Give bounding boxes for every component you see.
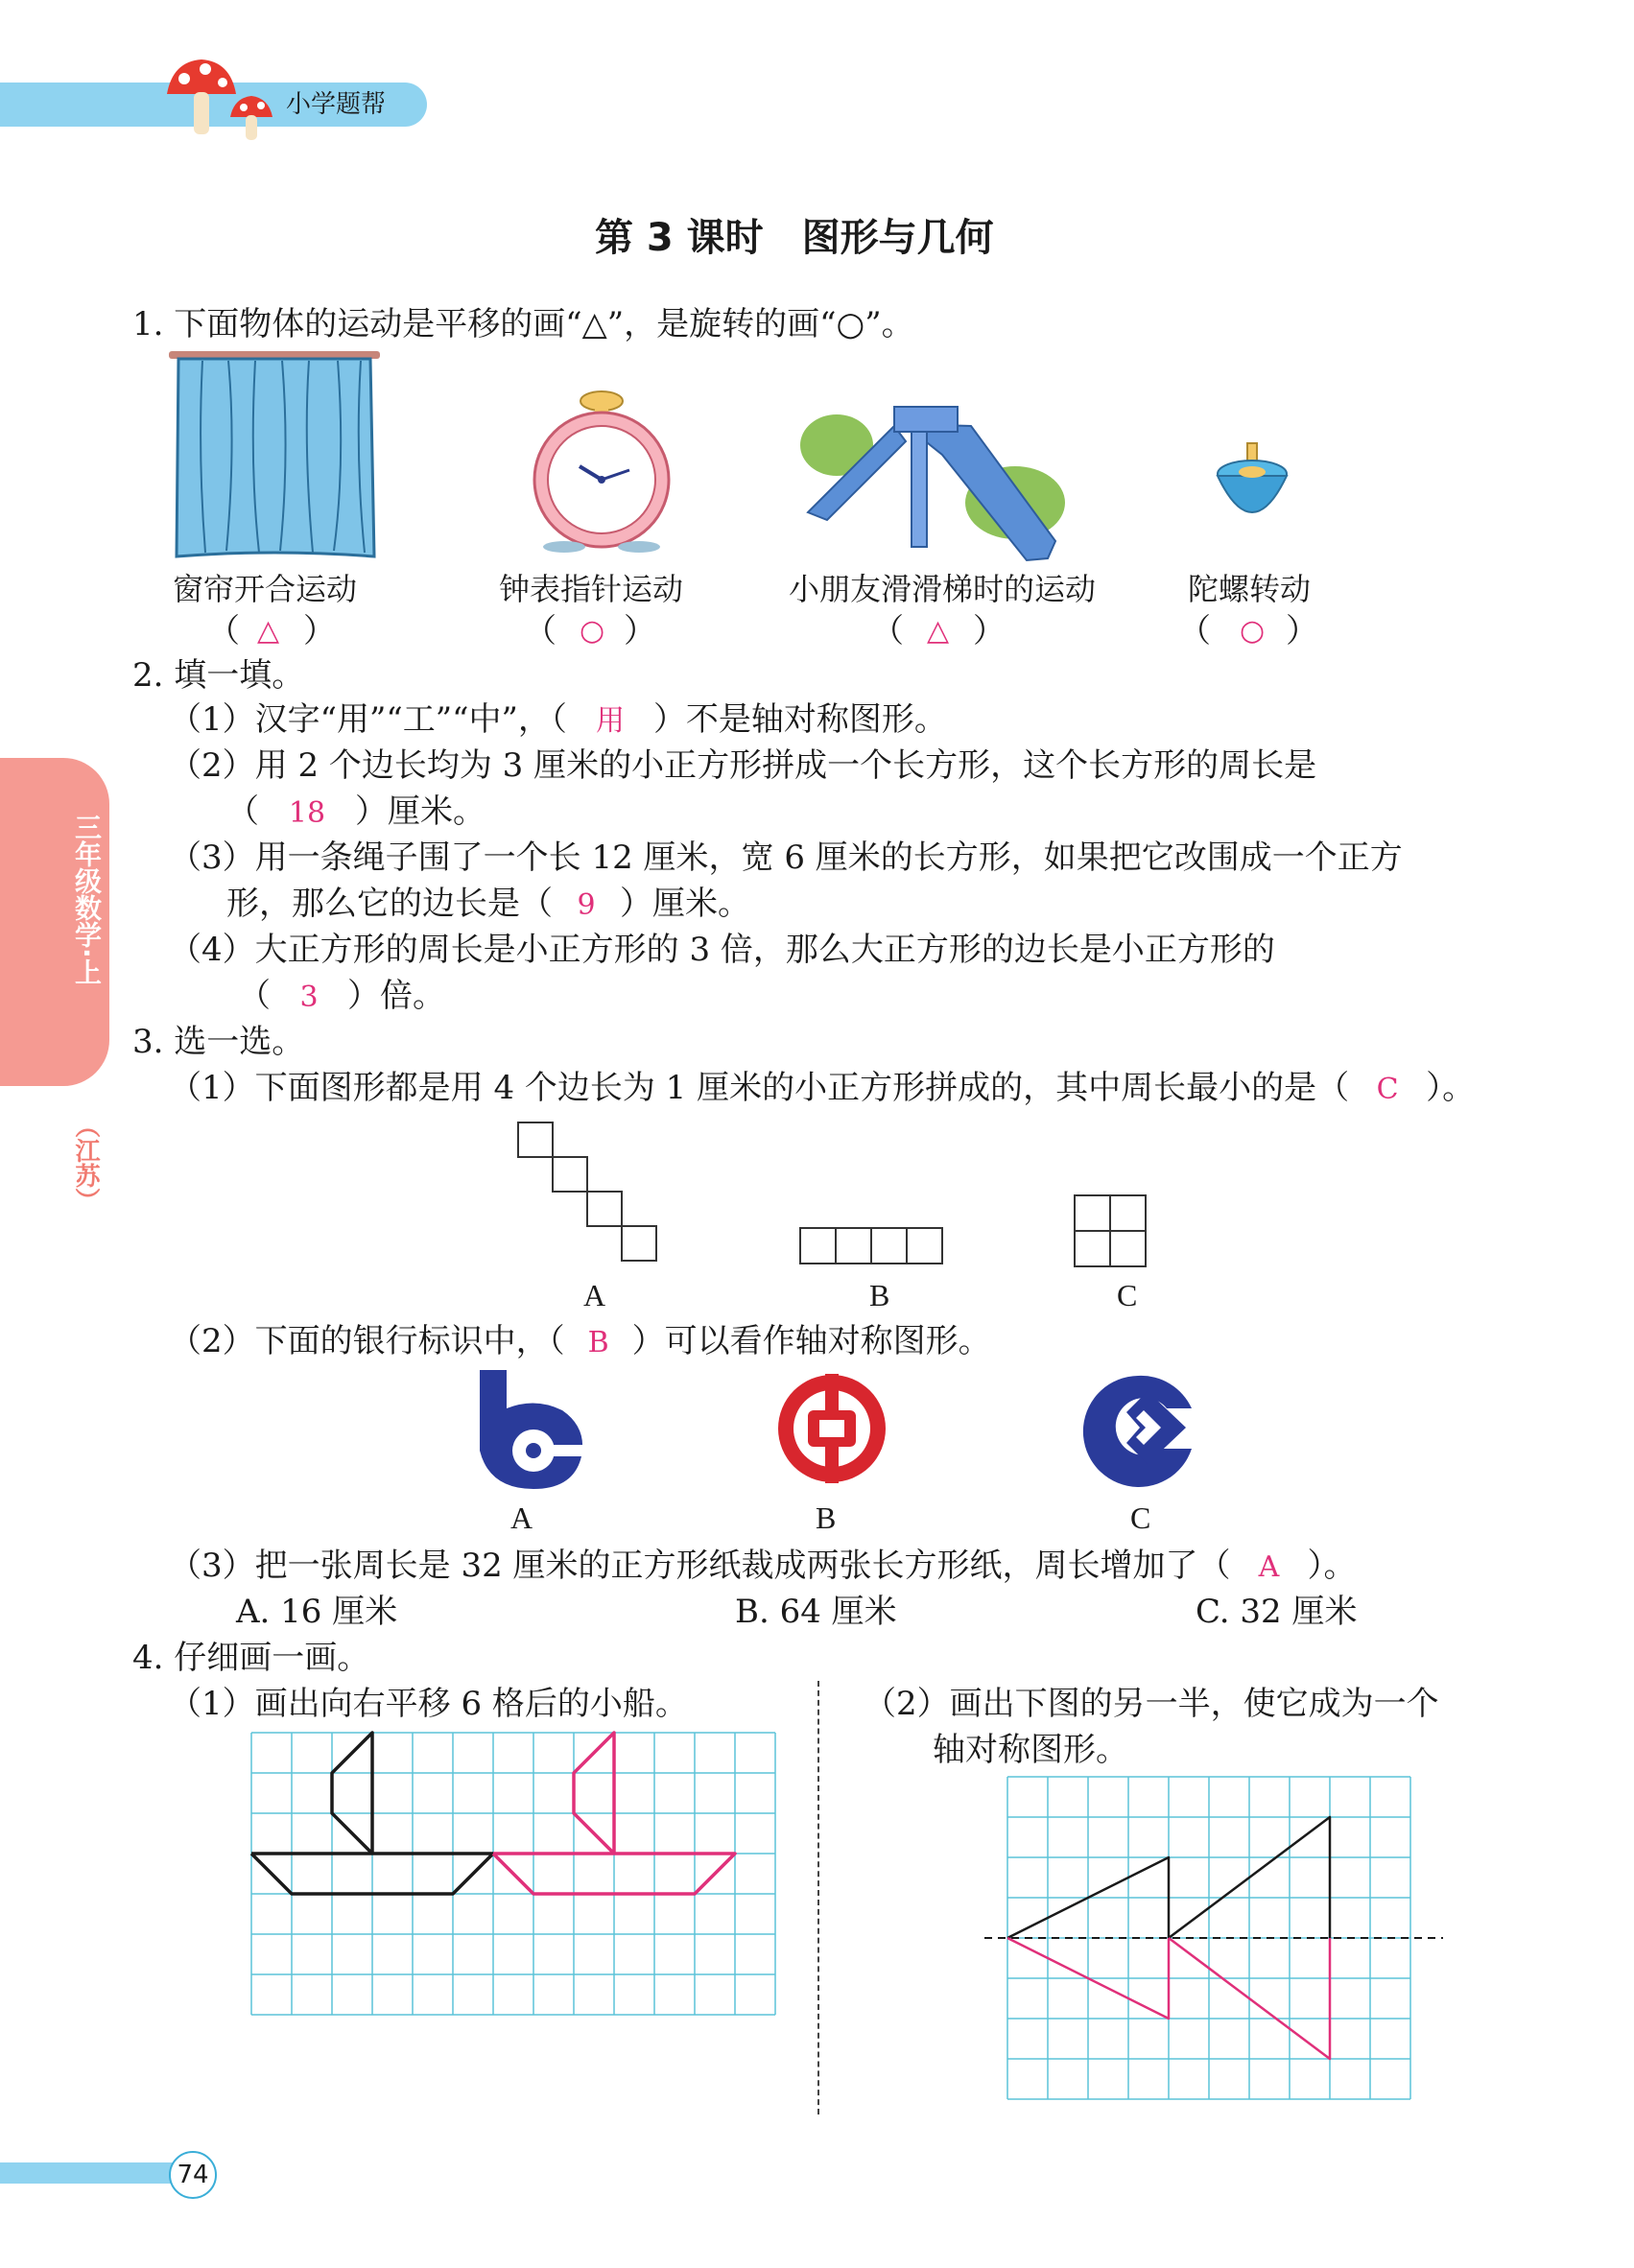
q3-p3 (169, 1543, 1357, 1591)
q2-p3-pre: 形，那么它的边长是（ (226, 885, 553, 923)
grid-boat (251, 1733, 779, 1936)
q2-p1-answer: 用 (595, 704, 625, 738)
q2-p2-line2 (226, 789, 485, 837)
q2-heading: 2. 填一填。 (132, 656, 305, 695)
q1-paren-1-open: （ (207, 612, 240, 650)
q3-p3-option-b: B. 64 厘米 (735, 1593, 897, 1631)
q2-p3-answer: 9 (577, 888, 596, 922)
brand-name: 小学题帮 (286, 90, 387, 119)
shape-a-label: A (583, 1278, 606, 1312)
shape-b-label: B (869, 1278, 890, 1312)
q1-caption-1: 窗帘开合运动 (173, 571, 358, 607)
q1-paren-3-close: ） (973, 612, 1006, 650)
q3-heading: 3. 选一选。 (132, 1023, 305, 1061)
q3-p3-answer: A (1258, 1550, 1280, 1584)
q1-answer-1: △ (257, 614, 280, 648)
q2-p1 (169, 697, 947, 744)
q1-paren-1-close: ） (303, 612, 336, 650)
q2-p4-post: ）倍。 (347, 977, 445, 1015)
q4-p1: （1）画出向右平移 6 格后的小船。 (169, 1685, 688, 1723)
q2-p3-line1: （3）用一条绳子围了一个长 12 厘米，宽 6 厘米的长方形，如果把它改围成一个正方 (169, 839, 1403, 877)
q1-answer-3: △ (927, 614, 950, 648)
q3-p2-pre: （2）下面的银行标识中，（ (169, 1322, 565, 1360)
q1-paren-4-close: ） (1286, 612, 1318, 650)
q2-p2-line1: （2）用 2 个边长均为 3 厘米的小正方形拼成一个长方形，这个长方形的周长是 (169, 746, 1317, 785)
q1-prompt: 1. 下面物体的运动是平移的画“△”，是旋转的画“○”。 (132, 305, 914, 343)
mushroom-logo (163, 56, 278, 142)
q2-p4-pre: （ (238, 977, 271, 1015)
q2-p4-line1: （4）大正方形的周长是小正方形的 3 倍，那么大正方形的边长是小正方形的 (169, 931, 1275, 969)
bank-c-label: C (1130, 1500, 1151, 1535)
q2-p2-pre: （ (226, 792, 259, 831)
column-divider (817, 1681, 819, 2114)
footer-bar (0, 2162, 188, 2184)
q2-p3-line2 (226, 881, 750, 929)
bank-a-label: A (510, 1500, 533, 1535)
q2-p3-post: ）厘米。 (620, 885, 750, 923)
q3-p2-answer: B (587, 1326, 609, 1359)
q2-p2-answer: 18 (288, 796, 326, 830)
q3-p3-post: ）。 (1307, 1547, 1357, 1585)
bank-logo-c (1080, 1372, 1196, 1491)
q1-caption-3: 小朋友滑滑梯时的运动 (789, 571, 1097, 607)
slide-illustration (798, 397, 1069, 566)
q2-p4-answer: 3 (299, 980, 319, 1014)
curtain-illustration (169, 349, 380, 564)
side-tab-grade: 三年级数学·上 (71, 814, 103, 985)
q1-paren-2-open: （ (524, 612, 557, 650)
clock-illustration (530, 384, 674, 555)
q3-p3-option-c: C. 32 厘米 (1196, 1593, 1358, 1631)
q1-paren-3-open: （ (871, 612, 904, 650)
q1-paren-4-open: （ (1178, 612, 1211, 650)
q3-p1 (169, 1065, 1475, 1113)
q3-p2-post: ）可以看作轴对称图形。 (631, 1322, 991, 1360)
shape-c-label: C (1117, 1278, 1138, 1312)
side-tab-region: （江苏） (71, 1113, 100, 1213)
bank-b-label: B (816, 1500, 837, 1535)
spinning-top-illustration (1209, 443, 1295, 535)
q2-p1-post: ）不是轴对称图形。 (652, 700, 947, 739)
bank-logo-b (773, 1370, 890, 1487)
q2-p2-post: ）厘米。 (355, 792, 485, 831)
q1-answer-4: ○ (1240, 614, 1266, 648)
q3-p1-post: ）。 (1426, 1069, 1476, 1107)
q4-p2-line2: 轴对称图形。 (933, 1731, 1128, 1769)
q1-caption-4: 陀螺转动 (1188, 571, 1312, 607)
grid-symmetry (1007, 1777, 1420, 2103)
q2-p1-pre: （1）汉字“用”“工”“中”，（ (169, 700, 567, 739)
q3-p1-pre: （1）下面图形都是用 4 个边长为 1 厘米的小正方形拼成的，其中周长最小的是（ (169, 1069, 1350, 1107)
q4-heading: 4. 仔细画一画。 (132, 1639, 370, 1677)
q1-caption-2: 钟表指针运动 (499, 571, 684, 607)
shape-b-row (798, 1226, 948, 1266)
bank-logo-a (474, 1370, 587, 1491)
q4-p2-line1: （2）画出下图的另一半，使它成为一个 (864, 1685, 1439, 1723)
page-title: 第 3 课时 图形与几何 (595, 216, 994, 260)
q3-p3-pre: （3）把一张周长是 32 厘米的正方形纸裁成两张长方形纸，周长增加了（ (169, 1547, 1231, 1585)
shape-a-staircase (516, 1121, 666, 1270)
q1-answer-2: ○ (580, 614, 605, 648)
shape-c-square (1073, 1193, 1149, 1270)
page-number: 74 (169, 2151, 217, 2199)
q1-paren-2-close: ） (624, 612, 656, 650)
q3-p1-answer: C (1376, 1073, 1399, 1106)
q2-p4-line2 (238, 973, 445, 1021)
q3-p3-option-a: A. 16 厘米 (236, 1593, 398, 1631)
q3-p2 (169, 1318, 991, 1366)
